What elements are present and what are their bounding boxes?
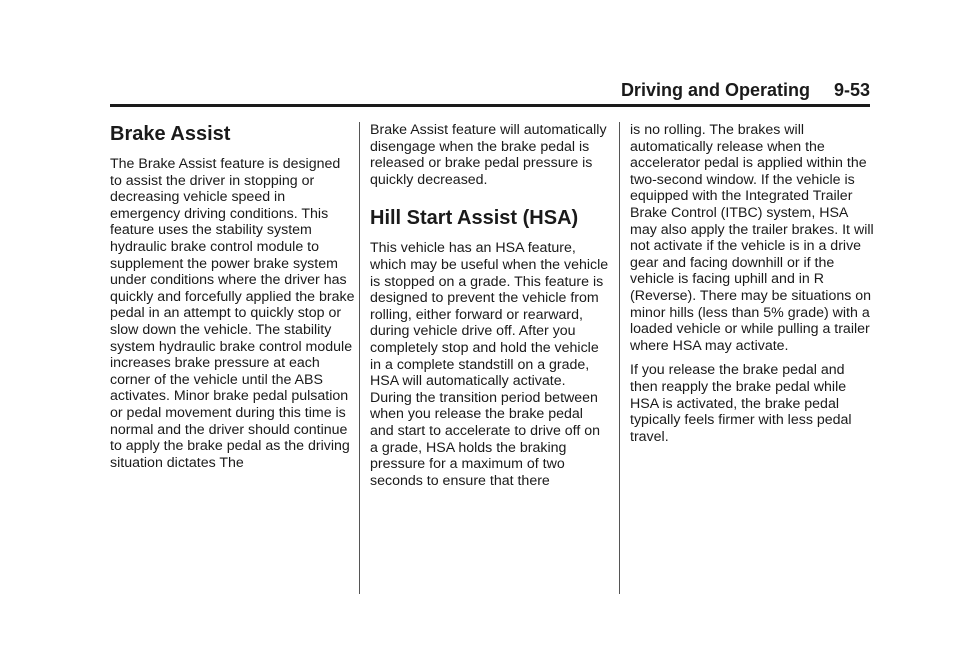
section-title: Driving and Operating [620, 80, 810, 100]
column-divider-1 [359, 122, 360, 594]
hsa-heading: Hill Start Assist (HSA) [370, 207, 579, 230]
column-2 [370, 122, 610, 497]
page-number: 9-53 [833, 80, 870, 100]
column-1 [110, 122, 355, 479]
hsa-paragraph-2: If you release the brake pedal and then reapply the brake pedal while HSA is activated, the brake pedal typically feels firmer with less pedal travel. [630, 362, 852, 445]
brake-assist-paragraph-continued: Brake Assist feature will automatically disengage when the brake pedal is released or brake pedal pressure is quickly decreased. [370, 122, 607, 188]
brake-assist-heading: Brake Assist [110, 123, 231, 145]
column-3 [630, 122, 875, 453]
brake-assist-paragraph: The Brake Assist feature is designed to assist the driver in stopping or decreasing vehicle speed in emergency driving conditions. This feature uses the stability system hydraulic brake control module to supplement the power brake system under conditions where the driver has quickly and forcefully applied the brake pedal in an attempt to quickly stop or slow down the vehicle. The stability system hydraulic brake control module increases brake pressure at each corner of the vehicle until the ABS activates. Minor brake pedal pulsation or pedal movement during this time is normal and the driver should continue to apply the brake pedal as the driving situation dictates The [110, 156, 355, 471]
hsa-paragraph: This vehicle has an HSA feature, which may be useful when the vehicle is stopped on a grade. This feature is designed to prevent the vehicle from rolling, either forward or rearward, during vehicle drive off. After you completely stop and hold the vehicle in a complete standstill on a grade, HSA will automatically activate. During the transition period between when you release the brake pedal and start to accelerate to drive off on a grade, HSA holds the braking pressure for a maximum of two seconds to ensure that there [370, 240, 609, 489]
column-divider-2 [619, 122, 620, 594]
header-text [621, 80, 870, 101]
hsa-paragraph-continued: is no rolling. The brakes will automatically release when the accelerator pedal is applied within the two-second window. If the vehicle is equipped with the Integrated Trailer Brake Control (ITBC) system, HSA may also apply the trailer brakes. It will not activate if the vehicle is in a drive gear and facing downhill or if the vehicle is facing uphill and in R (Reverse). There may be situations on minor hills (less than 5% grade) with a loaded vehicle or while pulling a trailer where HSA may activate. [630, 122, 874, 354]
page-header [110, 76, 870, 107]
